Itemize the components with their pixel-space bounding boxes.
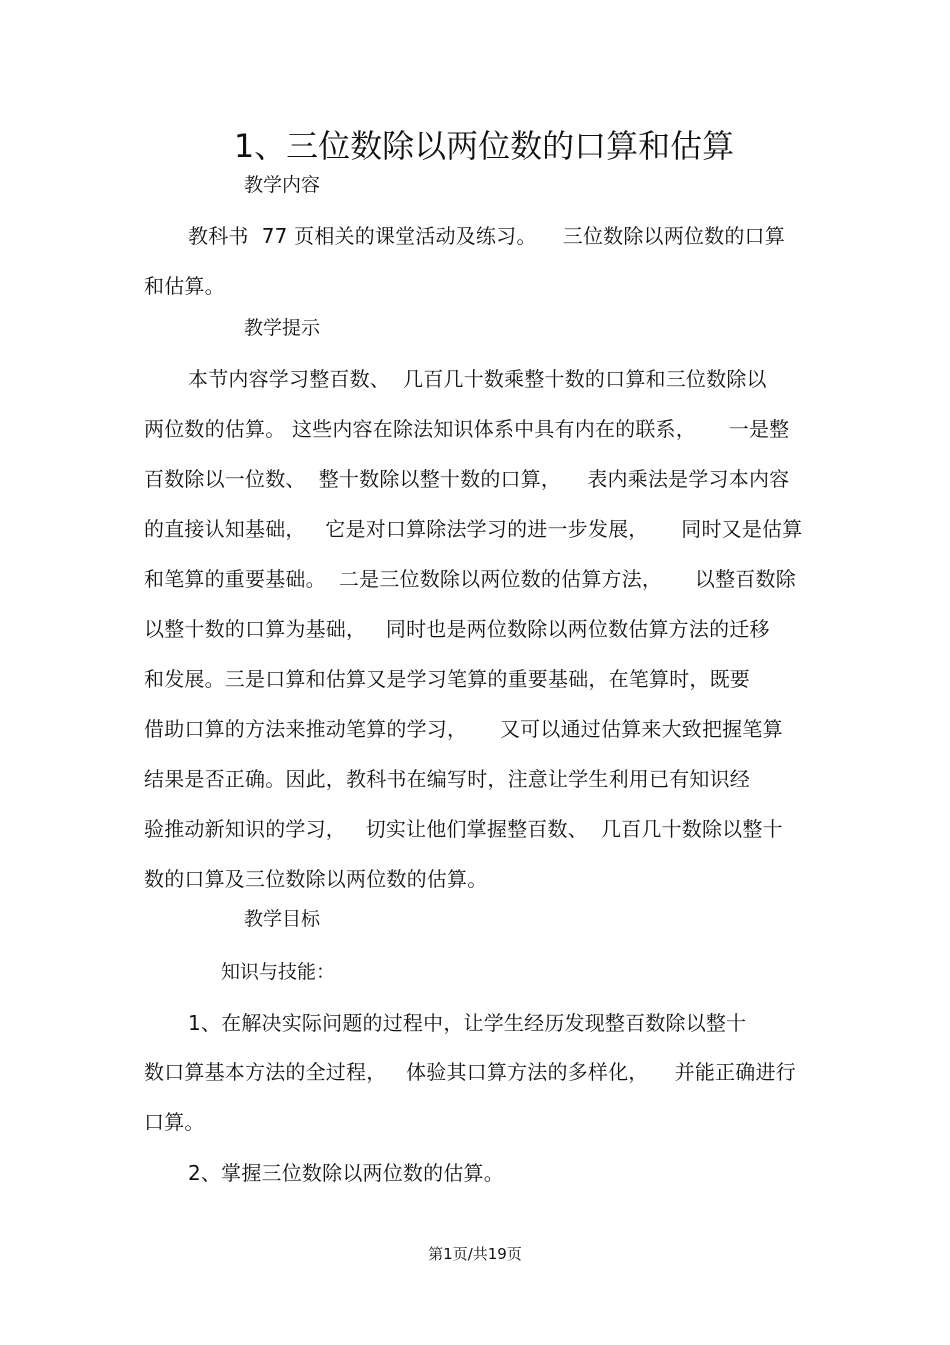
paragraph-line: 的直接认知基础， 它是对口算除法学习的进一步发展， 同时又是估算: [144, 517, 803, 541]
document-title: 1、三位数除以两位数的口算和估算: [233, 127, 735, 165]
paragraph-line: 数口算基本方法的全过程， 体验其口算方法的多样化， 并能正确进行: [144, 1060, 796, 1084]
paragraph-line: 2、掌握三位数除以两位数的估算。: [188, 1161, 504, 1185]
paragraph-line: 和估算。: [144, 274, 225, 298]
paragraph-line: 验推动新知识的学习， 切实让他们掌握整百数、 几百几十数除以整十: [144, 817, 783, 841]
section-heading-content: 教学内容: [244, 174, 321, 196]
paragraph-line: 两位数的估算。 这些内容在除法知识体系中具有内在的联系， 一是整: [144, 417, 790, 441]
paragraph-line: 1、在解决实际问题的过程中，让学生经历发现整百数除以整十: [188, 1011, 747, 1035]
paragraph-line: 和发展。三是口算和估算又是学习笔算的重要基础，在笔算时，既要: [144, 667, 750, 691]
paragraph-line: 结果是否正确。因此，教科书在编写时，注意让学生利用已有知识经: [144, 767, 750, 791]
paragraph-line: 数的口算及三位数除以两位数的估算。: [144, 867, 488, 891]
page-indicator: 第1页/共19页: [428, 1245, 522, 1263]
goal-subheading: 知识与技能：: [221, 961, 336, 983]
paragraph-line: 借助口算的方法来推动笔算的学习， 又可以通过估算来大致把握笔算: [144, 717, 783, 741]
paragraph-line: 教科书 77 页相关的课堂活动及练习。 三位数除以两位数的口算: [188, 224, 785, 248]
section-heading-hint: 教学提示: [244, 317, 321, 339]
paragraph-line: 本节内容学习整百数、 几百几十数乘整十数的口算和三位数除以: [188, 367, 767, 391]
paragraph-line: 和笔算的重要基础。 二是三位数除以两位数的估算方法， 以整百数除: [144, 567, 796, 591]
paragraph-line: 以整十数的口算为基础， 同时也是两位数除以两位数估算方法的迁移: [144, 617, 770, 641]
paragraph-line: 百数除以一位数、 整十数除以整十数的口算， 表内乘法是学习本内容: [144, 467, 790, 491]
section-heading-goal: 教学目标: [244, 908, 321, 930]
paragraph-line: 口算。: [144, 1110, 205, 1134]
